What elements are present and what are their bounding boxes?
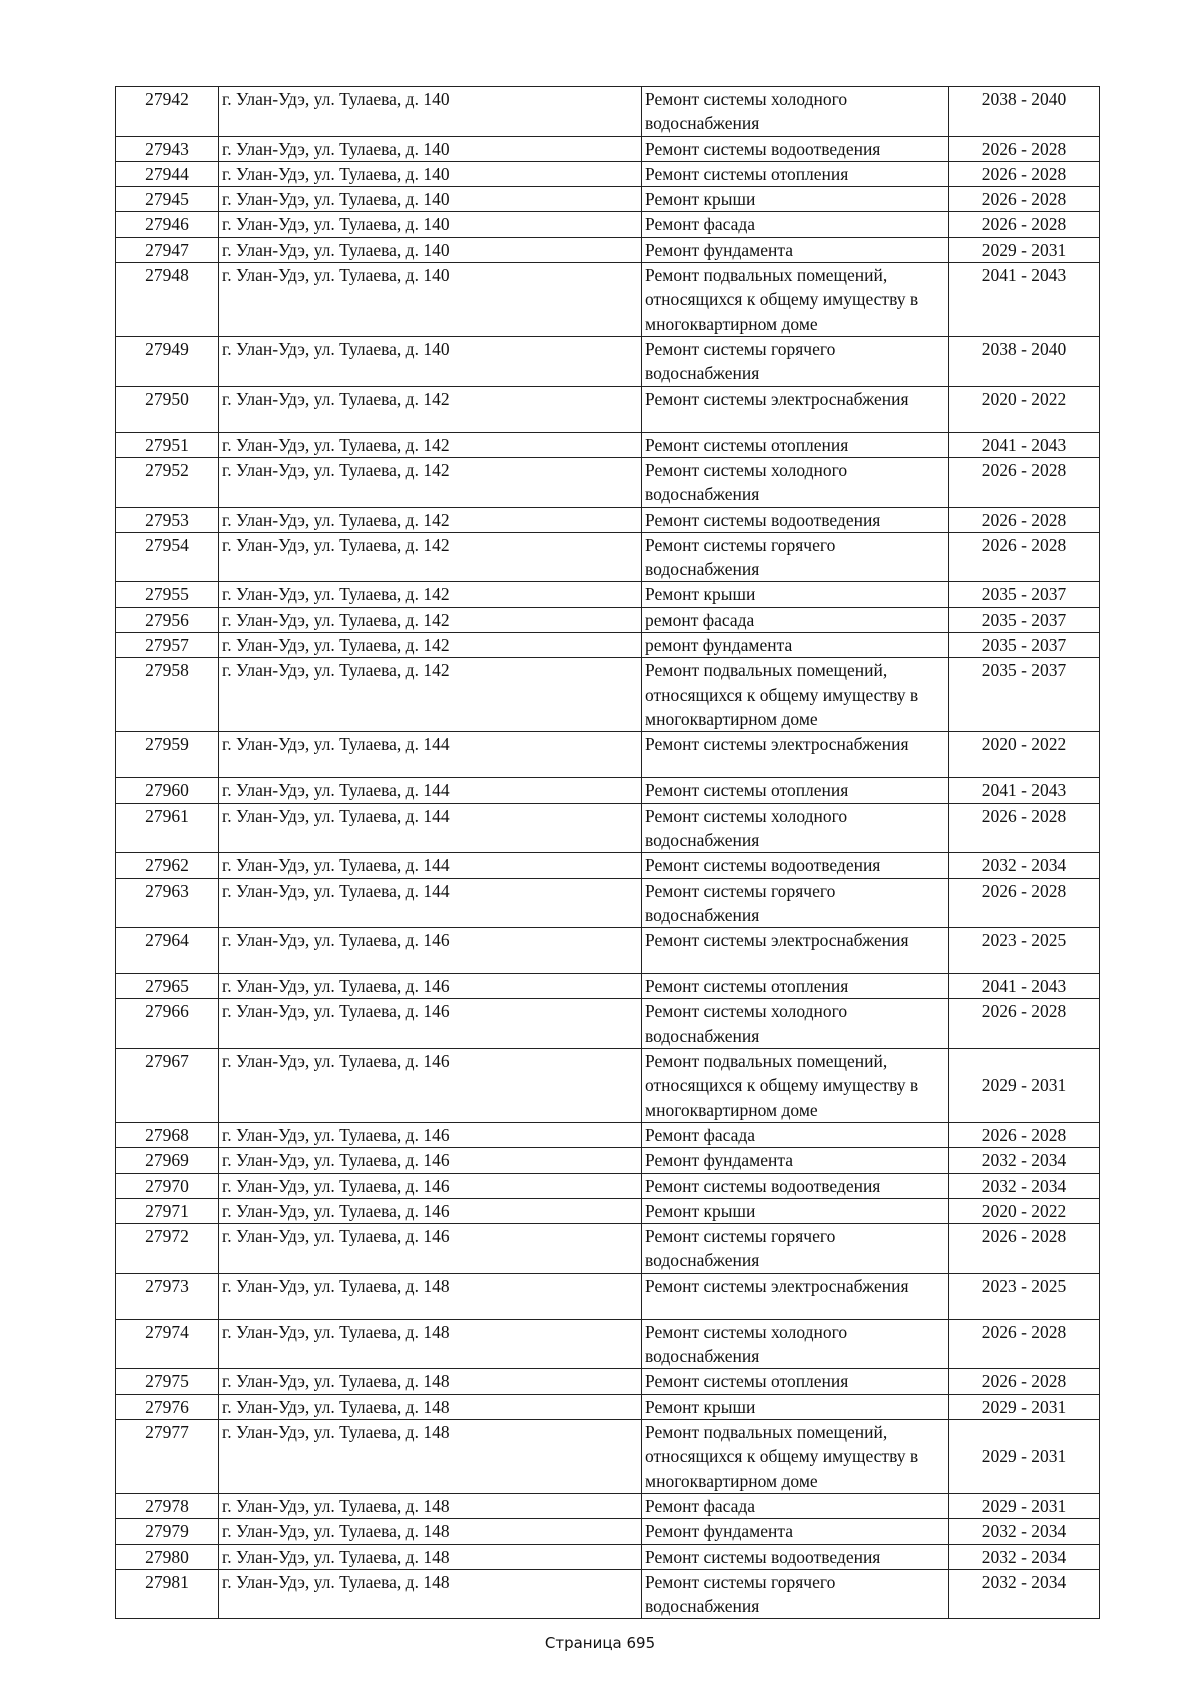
address-cell: г. Улан-Удэ, ул. Тулаева, д. 140 [219, 263, 642, 337]
table-row [116, 803, 1100, 853]
work-type-cell: Ремонт системы холодного водоснабжения [642, 457, 949, 507]
table-row [116, 457, 1100, 507]
address-cell: г. Улан-Удэ, ул. Тулаева, д. 146 [219, 1198, 642, 1223]
row-number: 27952 [116, 457, 219, 507]
row-number: 27957 [116, 633, 219, 658]
table-row [116, 633, 1100, 658]
address-cell: г. Улан-Удэ, ул. Тулаева, д. 140 [219, 136, 642, 161]
table-row [116, 582, 1100, 607]
work-type-cell: Ремонт системы горячего водоснабжения [642, 532, 949, 582]
table-row [116, 1049, 1100, 1123]
table-row [116, 161, 1100, 186]
row-number: 27974 [116, 1319, 219, 1369]
work-type-cell: Ремонт системы отопления [642, 778, 949, 803]
work-type-cell: Ремонт фасада [642, 1493, 949, 1518]
period-cell: 2026 - 2028 [949, 187, 1100, 212]
address-cell: г. Улан-Удэ, ул. Тулаева, д. 146 [219, 1049, 642, 1123]
work-type-cell: ремонт фундамента [642, 633, 949, 658]
row-number: 27950 [116, 386, 219, 432]
period-cell: 2020 - 2022 [949, 386, 1100, 432]
table-row [116, 237, 1100, 262]
table-row [116, 507, 1100, 532]
row-number: 27966 [116, 999, 219, 1049]
period-cell: 2026 - 2028 [949, 999, 1100, 1049]
row-number: 27971 [116, 1198, 219, 1223]
address-cell: г. Улан-Удэ, ул. Тулаева, д. 146 [219, 974, 642, 999]
period-cell: 2020 - 2022 [949, 732, 1100, 778]
address-cell: г. Улан-Удэ, ул. Тулаева, д. 142 [219, 457, 642, 507]
table-row [116, 336, 1100, 386]
address-cell: г. Улан-Удэ, ул. Тулаева, д. 148 [219, 1273, 642, 1319]
table-row [116, 1122, 1100, 1147]
work-type-cell: Ремонт системы электроснабжения [642, 1273, 949, 1319]
address-cell: г. Улан-Удэ, ул. Тулаева, д. 140 [219, 161, 642, 186]
period-cell: 2029 - 2031 [949, 1420, 1100, 1494]
period-cell: 2032 - 2034 [949, 1148, 1100, 1173]
table-row [116, 136, 1100, 161]
work-type-cell: Ремонт системы холодного водоснабжения [642, 999, 949, 1049]
address-cell: г. Улан-Удэ, ул. Тулаева, д. 140 [219, 237, 642, 262]
row-number: 27981 [116, 1569, 219, 1619]
period-cell: 2023 - 2025 [949, 1273, 1100, 1319]
work-type-cell: Ремонт подвальных помещений, относящихся к общему имуществу в многоквартирном доме [642, 263, 949, 337]
row-number: 27964 [116, 928, 219, 974]
work-type-cell: Ремонт системы горячего водоснабжения [642, 1224, 949, 1274]
work-type-cell: Ремонт системы электроснабжения [642, 928, 949, 974]
period-cell: 2032 - 2034 [949, 1519, 1100, 1544]
period-cell: 2041 - 2043 [949, 778, 1100, 803]
work-type-cell: Ремонт системы отопления [642, 1369, 949, 1394]
address-cell: г. Улан-Удэ, ул. Тулаева, д. 146 [219, 1148, 642, 1173]
table-body [116, 87, 1100, 1619]
address-cell: г. Улан-Удэ, ул. Тулаева, д. 144 [219, 778, 642, 803]
period-cell: 2026 - 2028 [949, 1319, 1100, 1369]
period-cell: 2029 - 2031 [949, 1049, 1100, 1123]
period-cell: 2035 - 2037 [949, 658, 1100, 732]
row-number: 27956 [116, 607, 219, 632]
row-number: 27954 [116, 532, 219, 582]
work-type-cell: Ремонт системы холодного водоснабжения [642, 1319, 949, 1369]
address-cell: г. Улан-Удэ, ул. Тулаева, д. 148 [219, 1369, 642, 1394]
table-row [116, 1273, 1100, 1319]
work-type-cell: Ремонт крыши [642, 187, 949, 212]
period-cell: 2038 - 2040 [949, 87, 1100, 137]
work-type-cell: Ремонт крыши [642, 1394, 949, 1419]
period-cell: 2035 - 2037 [949, 582, 1100, 607]
work-type-cell: Ремонт системы водоотведения [642, 1544, 949, 1569]
period-cell: 2029 - 2031 [949, 237, 1100, 262]
table-row [116, 928, 1100, 974]
period-cell: 2026 - 2028 [949, 136, 1100, 161]
row-number: 27963 [116, 878, 219, 928]
row-number: 27947 [116, 237, 219, 262]
address-cell: г. Улан-Удэ, ул. Тулаева, д. 142 [219, 582, 642, 607]
work-type-cell: Ремонт системы электроснабжения [642, 386, 949, 432]
table-row [116, 432, 1100, 457]
period-cell: 2038 - 2040 [949, 336, 1100, 386]
table-row [116, 1569, 1100, 1619]
period-cell: 2026 - 2028 [949, 878, 1100, 928]
period-cell: 2026 - 2028 [949, 1224, 1100, 1274]
work-type-cell: Ремонт крыши [642, 1198, 949, 1223]
address-cell: г. Улан-Удэ, ул. Тулаева, д. 146 [219, 1122, 642, 1147]
row-number: 27962 [116, 853, 219, 878]
address-cell: г. Улан-Удэ, ул. Тулаева, д. 148 [219, 1544, 642, 1569]
table-row [116, 974, 1100, 999]
row-number: 27972 [116, 1224, 219, 1274]
table-row [116, 1369, 1100, 1394]
row-number: 27949 [116, 336, 219, 386]
table-row [116, 1173, 1100, 1198]
period-cell: 2026 - 2028 [949, 1369, 1100, 1394]
work-type-cell: Ремонт системы отопления [642, 974, 949, 999]
period-cell: 2026 - 2028 [949, 532, 1100, 582]
address-cell: г. Улан-Удэ, ул. Тулаева, д. 146 [219, 999, 642, 1049]
work-type-cell: Ремонт системы горячего водоснабжения [642, 1569, 949, 1619]
period-cell: 2041 - 2043 [949, 432, 1100, 457]
row-number: 27945 [116, 187, 219, 212]
address-cell: г. Улан-Удэ, ул. Тулаева, д. 140 [219, 87, 642, 137]
row-number: 27965 [116, 974, 219, 999]
table-row [116, 1198, 1100, 1223]
row-number: 27942 [116, 87, 219, 137]
address-cell: г. Улан-Удэ, ул. Тулаева, д. 140 [219, 336, 642, 386]
table-row [116, 386, 1100, 432]
address-cell: г. Улан-Удэ, ул. Тулаева, д. 148 [219, 1319, 642, 1369]
period-cell: 2029 - 2031 [949, 1394, 1100, 1419]
work-type-cell: Ремонт системы отопления [642, 432, 949, 457]
period-cell: 2026 - 2028 [949, 1122, 1100, 1147]
table-row [116, 853, 1100, 878]
work-type-cell: Ремонт подвальных помещений, относящихся к общему имуществу в многоквартирном доме [642, 1420, 949, 1494]
period-cell: 2023 - 2025 [949, 928, 1100, 974]
period-cell: 2029 - 2031 [949, 1493, 1100, 1518]
address-cell: г. Улан-Удэ, ул. Тулаева, д. 142 [219, 633, 642, 658]
work-type-cell: Ремонт системы водоотведения [642, 507, 949, 532]
row-number: 27953 [116, 507, 219, 532]
address-cell: г. Улан-Удэ, ул. Тулаева, д. 148 [219, 1420, 642, 1494]
row-number: 27967 [116, 1049, 219, 1123]
period-cell: 2035 - 2037 [949, 633, 1100, 658]
period-cell: 2026 - 2028 [949, 803, 1100, 853]
address-cell: г. Улан-Удэ, ул. Тулаева, д. 148 [219, 1394, 642, 1419]
row-number: 27968 [116, 1122, 219, 1147]
row-number: 27960 [116, 778, 219, 803]
table-row [116, 658, 1100, 732]
period-cell: 2026 - 2028 [949, 161, 1100, 186]
row-number: 27958 [116, 658, 219, 732]
table-row [116, 1519, 1100, 1544]
row-number: 27980 [116, 1544, 219, 1569]
period-cell: 2041 - 2043 [949, 974, 1100, 999]
repair-schedule-table [115, 86, 1100, 1619]
table-row [116, 607, 1100, 632]
row-number: 27944 [116, 161, 219, 186]
row-number: 27970 [116, 1173, 219, 1198]
table-row [116, 1493, 1100, 1518]
table-row [116, 87, 1100, 137]
table-row [116, 212, 1100, 237]
table-row [116, 1420, 1100, 1494]
table-row [116, 732, 1100, 778]
address-cell: г. Улан-Удэ, ул. Тулаева, д. 142 [219, 507, 642, 532]
row-number: 27946 [116, 212, 219, 237]
table-row [116, 187, 1100, 212]
row-number: 27975 [116, 1369, 219, 1394]
row-number: 27978 [116, 1493, 219, 1518]
address-cell: г. Улан-Удэ, ул. Тулаева, д. 148 [219, 1519, 642, 1544]
work-type-cell: Ремонт фасада [642, 212, 949, 237]
address-cell: г. Улан-Удэ, ул. Тулаева, д. 148 [219, 1569, 642, 1619]
row-number: 27969 [116, 1148, 219, 1173]
work-type-cell: Ремонт системы холодного водоснабжения [642, 87, 949, 137]
address-cell: г. Улан-Удэ, ул. Тулаева, д. 144 [219, 878, 642, 928]
work-type-cell: Ремонт фасада [642, 1122, 949, 1147]
table-row [116, 878, 1100, 928]
work-type-cell: Ремонт системы водоотведения [642, 853, 949, 878]
period-cell: 2035 - 2037 [949, 607, 1100, 632]
work-type-cell: Ремонт системы электроснабжения [642, 732, 949, 778]
work-type-cell: Ремонт системы водоотведения [642, 136, 949, 161]
table-row [116, 999, 1100, 1049]
address-cell: г. Улан-Удэ, ул. Тулаева, д. 148 [219, 1493, 642, 1518]
address-cell: г. Улан-Удэ, ул. Тулаева, д. 142 [219, 432, 642, 457]
row-number: 27961 [116, 803, 219, 853]
address-cell: г. Улан-Удэ, ул. Тулаева, д. 146 [219, 928, 642, 974]
period-cell: 2026 - 2028 [949, 457, 1100, 507]
work-type-cell: Ремонт системы горячего водоснабжения [642, 878, 949, 928]
work-type-cell: ремонт фасада [642, 607, 949, 632]
address-cell: г. Улан-Удэ, ул. Тулаева, д. 144 [219, 732, 642, 778]
table-row [116, 1544, 1100, 1569]
row-number: 27943 [116, 136, 219, 161]
address-cell: г. Улан-Удэ, ул. Тулаева, д. 142 [219, 386, 642, 432]
table-row [116, 532, 1100, 582]
address-cell: г. Улан-Удэ, ул. Тулаева, д. 142 [219, 607, 642, 632]
row-number: 27973 [116, 1273, 219, 1319]
period-cell: 2026 - 2028 [949, 212, 1100, 237]
address-cell: г. Улан-Удэ, ул. Тулаева, д. 142 [219, 532, 642, 582]
row-number: 27951 [116, 432, 219, 457]
address-cell: г. Улан-Удэ, ул. Тулаева, д. 142 [219, 658, 642, 732]
address-cell: г. Улан-Удэ, ул. Тулаева, д. 140 [219, 187, 642, 212]
address-cell: г. Улан-Удэ, ул. Тулаева, д. 146 [219, 1224, 642, 1274]
work-type-cell: Ремонт системы отопления [642, 161, 949, 186]
table-row [116, 778, 1100, 803]
row-number: 27948 [116, 263, 219, 337]
period-cell: 2032 - 2034 [949, 1173, 1100, 1198]
work-type-cell: Ремонт системы водоотведения [642, 1173, 949, 1198]
table-row [116, 263, 1100, 337]
period-cell: 2026 - 2028 [949, 507, 1100, 532]
work-type-cell: Ремонт фундамента [642, 1519, 949, 1544]
page-number: Страница 695 [544, 1634, 656, 1652]
table-row [116, 1224, 1100, 1274]
period-cell: 2020 - 2022 [949, 1198, 1100, 1223]
period-cell: 2041 - 2043 [949, 263, 1100, 337]
row-number: 27959 [116, 732, 219, 778]
row-number: 27976 [116, 1394, 219, 1419]
row-number: 27955 [116, 582, 219, 607]
table-row [116, 1319, 1100, 1369]
work-type-cell: Ремонт системы горячего водоснабжения [642, 336, 949, 386]
work-type-cell: Ремонт подвальных помещений, относящихся к общему имуществу в многоквартирном доме [642, 658, 949, 732]
work-type-cell: Ремонт крыши [642, 582, 949, 607]
row-number: 27977 [116, 1420, 219, 1494]
address-cell: г. Улан-Удэ, ул. Тулаева, д. 144 [219, 853, 642, 878]
work-type-cell: Ремонт подвальных помещений, относящихся к общему имуществу в многоквартирном доме [642, 1049, 949, 1123]
table-row [116, 1394, 1100, 1419]
period-cell: 2032 - 2034 [949, 1544, 1100, 1569]
period-cell: 2032 - 2034 [949, 853, 1100, 878]
row-number: 27979 [116, 1519, 219, 1544]
address-cell: г. Улан-Удэ, ул. Тулаева, д. 140 [219, 212, 642, 237]
work-type-cell: Ремонт системы холодного водоснабжения [642, 803, 949, 853]
work-type-cell: Ремонт фундамента [642, 1148, 949, 1173]
work-type-cell: Ремонт фундамента [642, 237, 949, 262]
table-row [116, 1148, 1100, 1173]
period-cell: 2032 - 2034 [949, 1569, 1100, 1619]
address-cell: г. Улан-Удэ, ул. Тулаева, д. 146 [219, 1173, 642, 1198]
address-cell: г. Улан-Удэ, ул. Тулаева, д. 144 [219, 803, 642, 853]
